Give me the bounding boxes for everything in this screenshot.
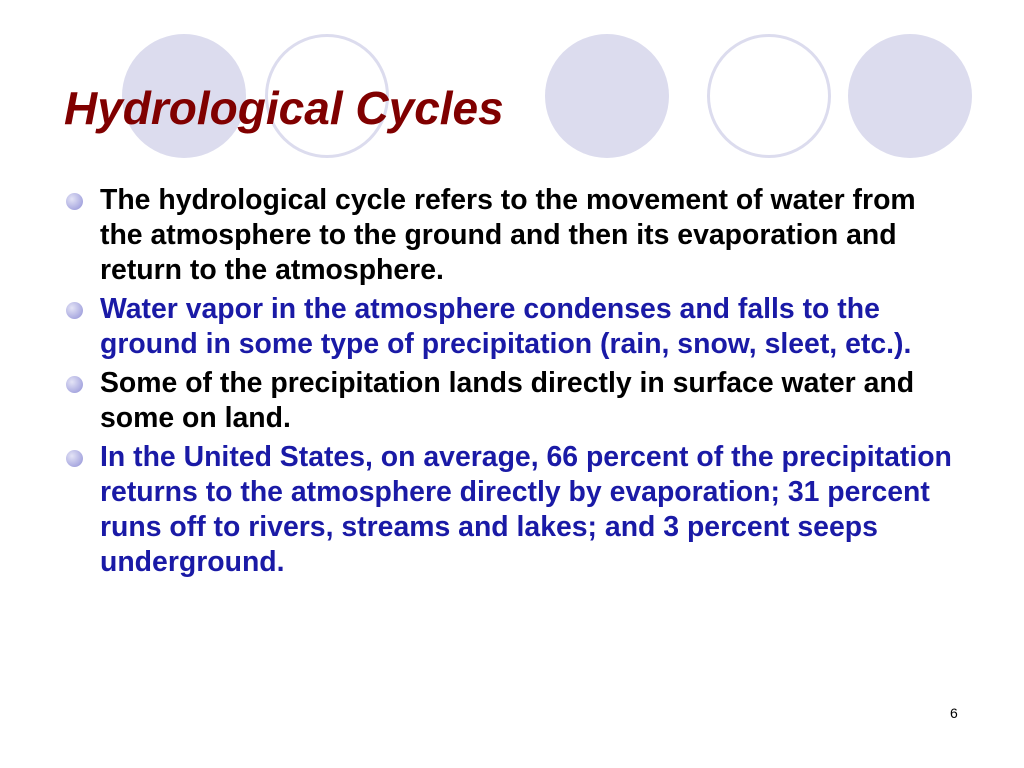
circle-bullet-icon <box>66 193 83 210</box>
bullet-item <box>0 366 1024 436</box>
slide-title: Hydrological Cycles <box>64 82 504 134</box>
bullet-text: Some of the precipitation lands directly in surface water and some on land. <box>100 367 915 434</box>
circle-bullet-icon <box>66 376 83 393</box>
circle-bullet-icon <box>66 302 83 319</box>
bullet-item <box>0 440 1024 580</box>
bullet-text: In the United States, on average, 66 percent of the precipitation returns to the atmosphere directly by evaporation; 31 percent runs off to rivers, streams and lakes; and 3 percent seeps underground. <box>100 441 952 578</box>
decorative-circle-filled <box>848 34 972 158</box>
bullet-text: The hydrological cycle refers to the movement of water from the atmosphere to the ground and then its evaporation and return to the atmosphere. <box>100 184 916 286</box>
bullet-item <box>0 292 1024 362</box>
bullet-list <box>0 183 1024 584</box>
decorative-circle-ring <box>707 34 831 158</box>
bullet-item <box>0 183 1024 288</box>
slide-number: 6 <box>950 705 958 721</box>
bullet-text: Water vapor in the atmosphere condenses and falls to the ground in some type of precipitation (rain, snow, sleet, etc.). <box>100 293 912 360</box>
decorative-circle-filled <box>545 34 669 158</box>
circle-bullet-icon <box>66 450 83 467</box>
